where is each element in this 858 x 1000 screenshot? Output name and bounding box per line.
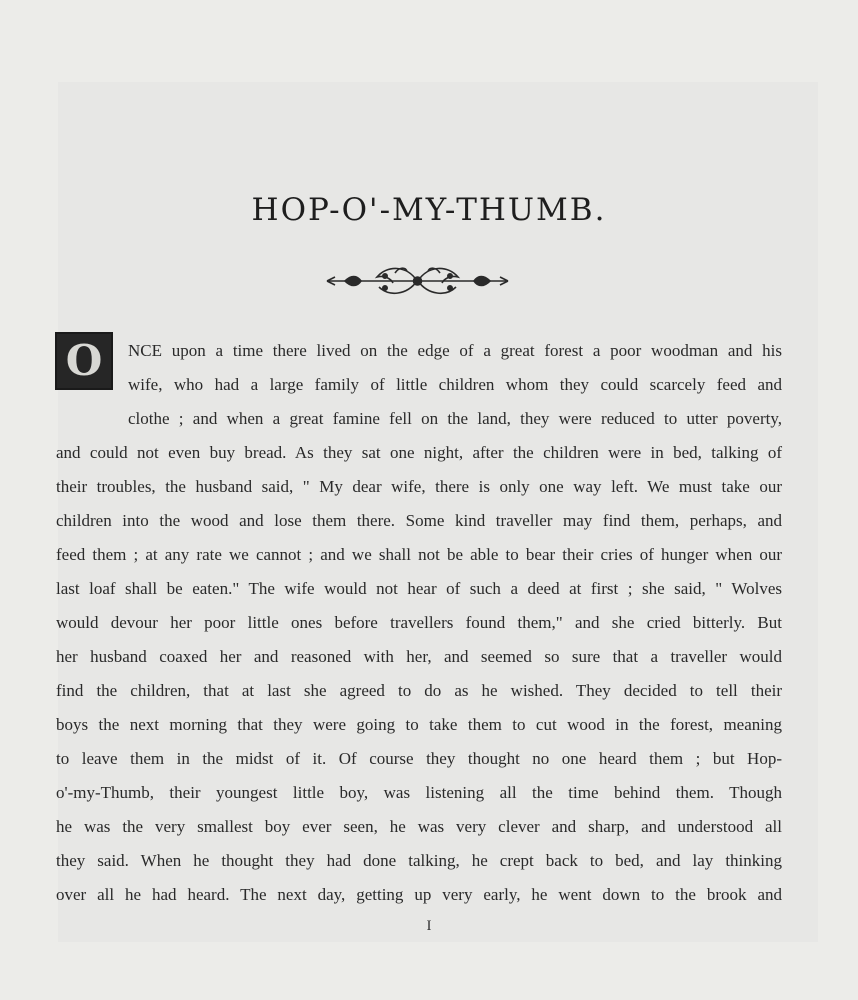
text-line: wife, who had a large family of little children whom they could scarcely feed and — [128, 375, 782, 394]
text-line: clothe ; and when a great famine fell on the land, they were reduced to utter poverty, — [128, 409, 782, 428]
text-line: their troubles, the husband said, " My dear wife, there is only one way left. We must take our — [56, 477, 782, 496]
text-line: NCE upon a time there lived on the edge of a great forest a poor woodman and his — [128, 341, 782, 360]
text-line: and could not even buy bread. As they sat one night, after the children were in bed, talking of — [56, 443, 782, 462]
text-line: boys the next morning that they were going to take them to cut wood in the forest, meaning — [56, 715, 782, 734]
text-line: over all he had heard. The next day, getting up very early, he went down to the brook and — [56, 885, 782, 904]
text-line: last loaf shall be eaten." The wife would not hear of such a deed at first ; she said, " Wolves — [56, 579, 782, 598]
ornament-icon — [325, 262, 510, 300]
text-line: her husband coaxed her and reasoned with her, and seemed so sure that a traveller would — [56, 647, 782, 666]
text-line: they said. When he thought they had done talking, he crept back to bed, and lay thinking — [56, 851, 782, 870]
text-line: o'-my-Thumb, their youngest little boy, was listening all the time behind them. Though — [56, 783, 782, 802]
text-line: find the children, that at last she agreed to do as he wished. They decided to tell their — [56, 681, 782, 700]
text-line: to leave them in the midst of it. Of course they thought no one heard them ; but Hop- — [56, 749, 782, 768]
page-title: HOP-O'-MY-THUMB. — [251, 192, 607, 228]
text-line: he was the very smallest boy ever seen, he was very clever and sharp, and understood all — [56, 817, 782, 836]
page-number: I — [426, 918, 432, 934]
text-line: feed them ; at any rate we cannot ; and we shall not be able to bear their cries of hunger when our — [56, 545, 782, 564]
drop-cap — [55, 332, 113, 390]
text-line: children into the wood and lose them there. Some kind traveller may find them, perhaps, and — [56, 511, 782, 530]
text-line: would devour her poor little ones before travellers found them," and she cried bitterly. But — [56, 613, 782, 632]
drop-cap-letter: O — [65, 336, 103, 385]
